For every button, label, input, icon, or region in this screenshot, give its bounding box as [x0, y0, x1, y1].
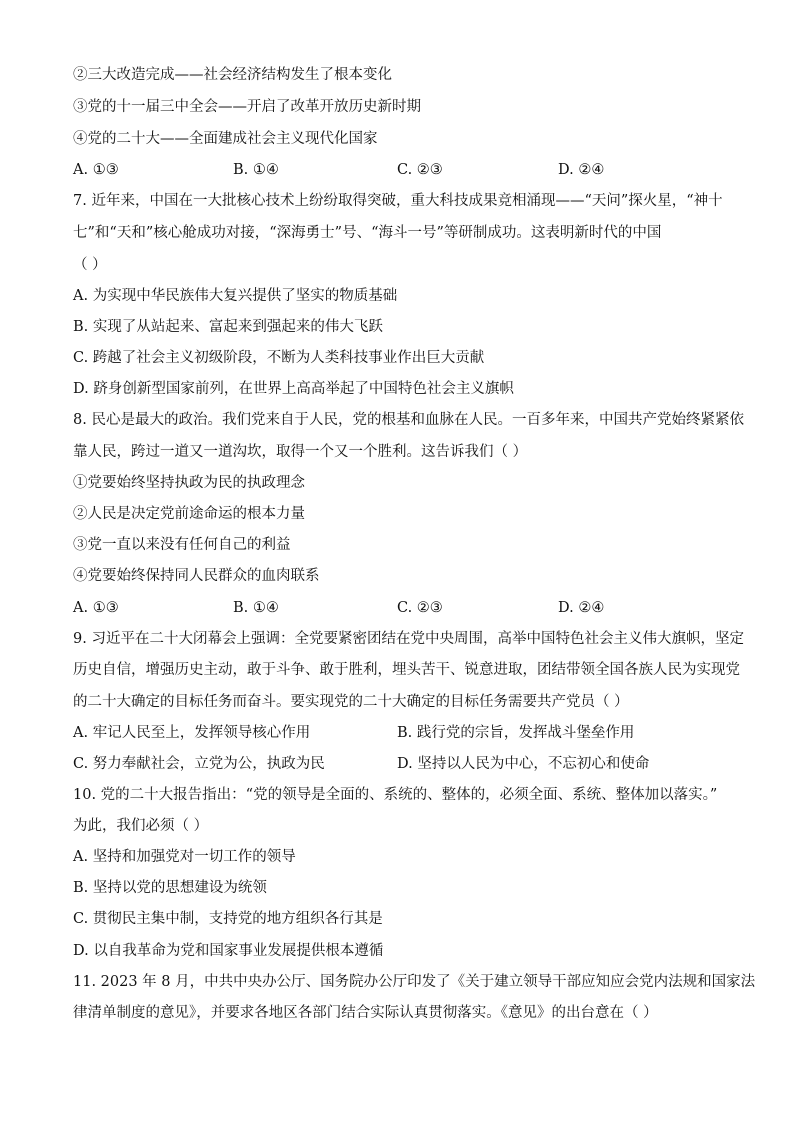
q8-item-1: ①党要始终坚持执政为民的执政理念: [73, 475, 305, 491]
q9-stem-line-2: 历史自信，增强历史主动，敢于斗争、敢于胜利，埋头苦干、锐意进取，团结带领全国各族人民为实现党: [73, 662, 740, 678]
q7-stem-line-2: 七”和“天和”核心舱成功对接，“深海勇士”号、“海斗一号”等研制成功。这表明新时代的中国: [73, 225, 662, 241]
q9-stem-line-1: 9. 习近平在二十大闭幕会上强调：全党要紧密团结在党中央周围，高举中国特色社会主义伟大旗帜，坚定: [73, 631, 744, 647]
q8-stem-line-2: 靠人民，跨过一道又一道沟坎，取得一个又一个胜利。这告诉我们（ ）: [73, 444, 528, 460]
q6-item-4: ④党的二十大——全面建成社会主义现代化国家: [73, 131, 378, 147]
q10-option-b[interactable]: B. 坚持以党的思想建设为统领: [73, 880, 267, 896]
q8-stem-line-1: 8. 民心是最大的政治。我们党来自于人民，党的根基和血脉在人民。一百多年来，中国共产党始终紧紧依: [73, 412, 744, 428]
q7-option-d[interactable]: D. 跻身创新型国家前列，在世界上高高举起了中国特色社会主义旗帜: [73, 381, 514, 397]
q6-item-2: ②三大改造完成——社会经济结构发生了根本变化: [73, 67, 392, 83]
q10-stem-line-2: 为此，我们必须（ ）: [73, 818, 209, 834]
q7-option-a[interactable]: A. 为实现中华民族伟大复兴提供了坚实的物质基础: [73, 288, 398, 304]
q7-option-b[interactable]: B. 实现了从站起来、富起来到强起来的伟大飞跃: [73, 319, 383, 335]
q9-option-c[interactable]: C. 努力奉献社会，立党为公，执政为民: [73, 756, 325, 772]
q9-stem-line-3: 的二十大确定的目标任务而奋斗。要实现党的二十大确定的目标任务需要共产党员（ ）: [73, 694, 629, 710]
q8-item-4: ④党要始终保持同人民群众的血肉联系: [73, 568, 320, 584]
q6-option-a[interactable]: A. ①③: [73, 162, 119, 178]
q6-option-d[interactable]: D. ②④: [558, 162, 605, 178]
q8-item-2: ②人民是决定党前途命运的根本力量: [73, 506, 305, 522]
q9-option-a[interactable]: A. 牢记人民至上，发挥领导核心作用: [73, 725, 311, 741]
q11-stem-line-2: 律清单制度的意见》，并要求各地区各部门结合实际认真贯彻落实。《意见》的出台意在（ ）: [73, 1005, 658, 1021]
q10-option-d[interactable]: D. 以自我革命为党和国家事业发展提供根本遵循: [73, 943, 384, 959]
q7-answer-blank: （ ）: [73, 257, 107, 273]
q7-option-c[interactable]: C. 跨越了社会主义初级阶段，不断为人类科技事业作出巨大贡献: [73, 350, 485, 366]
q8-option-d[interactable]: D. ②④: [558, 600, 605, 616]
q11-stem-line-1: 11. 2023 年 8 月，中共中央办公厅、国务院办公厅印发了《关于建立领导干部应知应会党内法规和国家法: [73, 974, 756, 990]
q9-option-d[interactable]: D. 坚持以人民为中心，不忘初心和使命: [397, 756, 650, 772]
q8-item-3: ③党一直以来没有任何自己的利益: [73, 537, 291, 553]
q10-option-c[interactable]: C. 贯彻民主集中制，支持党的地方组织各行其是: [73, 911, 383, 927]
q10-option-a[interactable]: A. 坚持和加强党对一切工作的领导: [73, 849, 296, 865]
q6-option-c[interactable]: C. ②③: [397, 162, 443, 178]
q8-option-c[interactable]: C. ②③: [397, 600, 443, 616]
q8-option-a[interactable]: A. ①③: [73, 600, 119, 616]
q7-stem-line-1: 7. 近年来，中国在一大批核心技术上纷纷取得突破，重大科技成果竞相涌现——“天问”探火星，“神十: [73, 193, 723, 209]
q10-stem-line-1: 10. 党的二十大报告指出：“党的领导是全面的、系统的、整体的，必须全面、系统、整体加以落实。”: [73, 787, 718, 803]
q9-option-b[interactable]: B. 践行党的宗旨，发挥战斗堡垒作用: [397, 725, 635, 741]
q8-option-b[interactable]: B. ①④: [233, 600, 279, 616]
q6-item-3: ③党的十一届三中全会——开启了改革开放历史新时期: [73, 99, 421, 115]
q6-option-b[interactable]: B. ①④: [233, 162, 279, 178]
